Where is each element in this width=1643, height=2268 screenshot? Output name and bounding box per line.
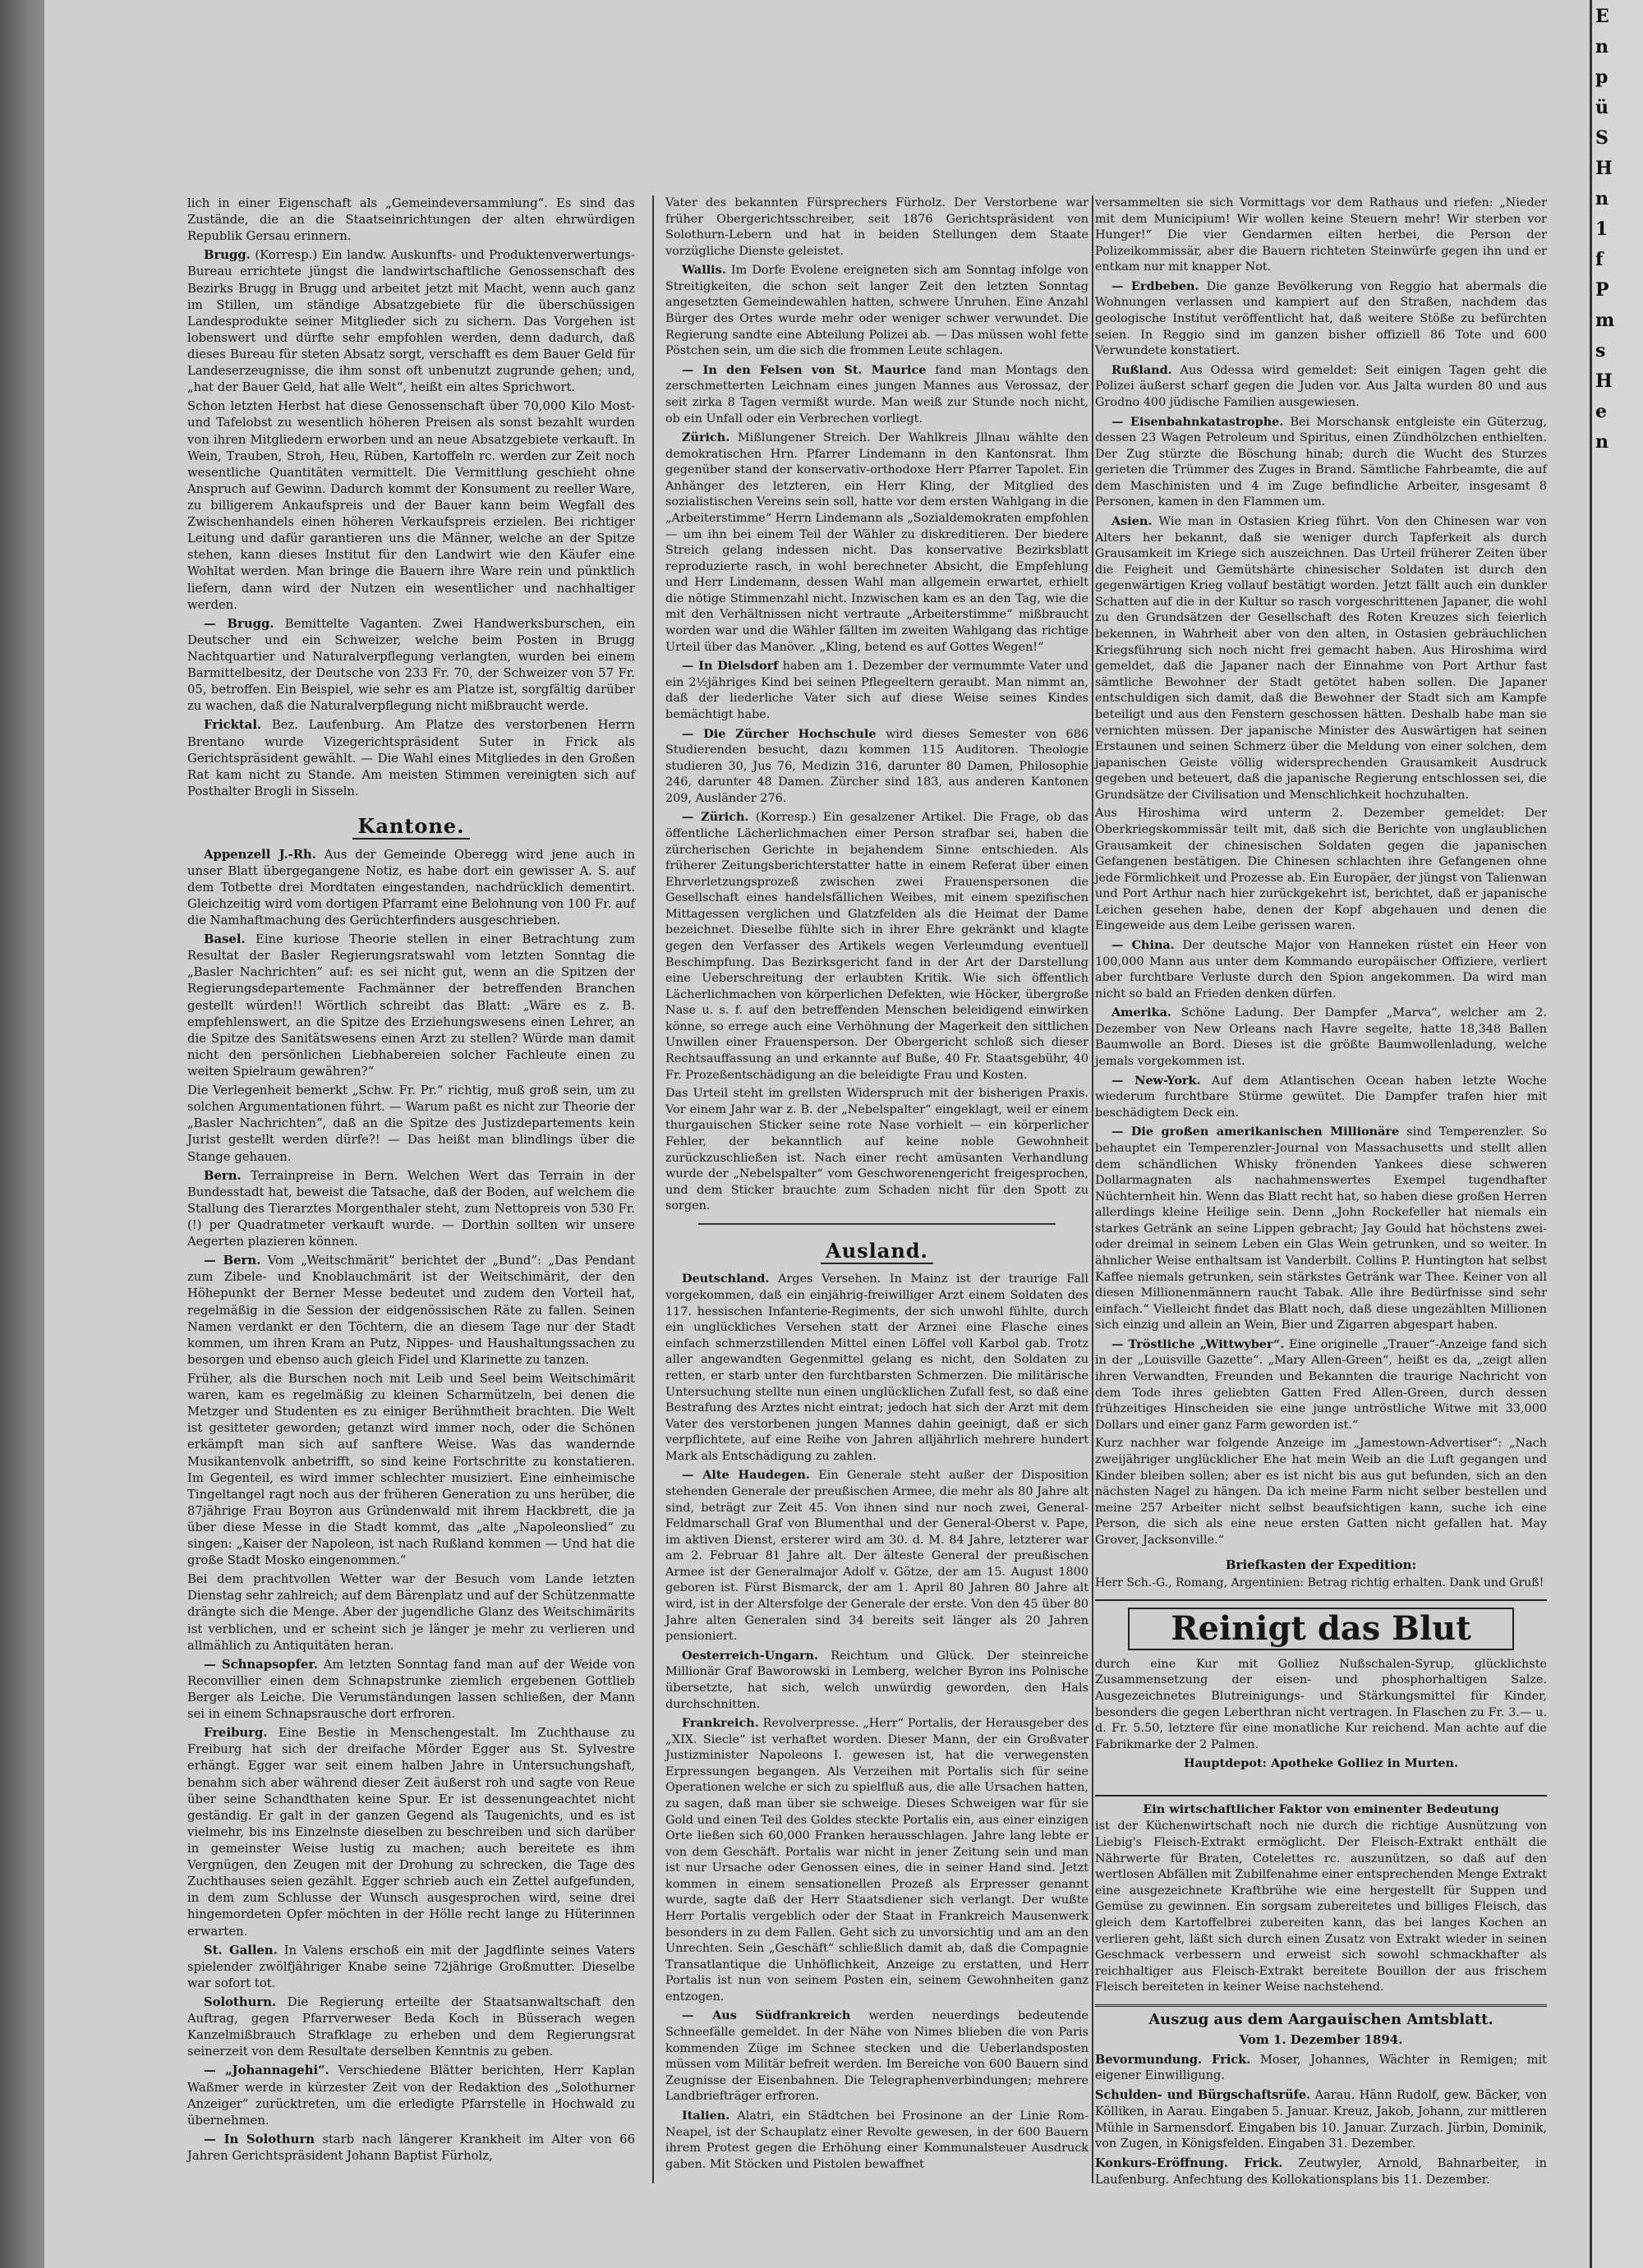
article-paragraph <box>665 430 1088 656</box>
article-dateline: — Alte Haudegen. <box>682 1468 810 1483</box>
edge-fragment: S <box>1595 127 1608 149</box>
column-1 <box>187 196 635 2167</box>
edge-fragment: n <box>1595 188 1608 209</box>
edge-fragment: s <box>1595 340 1606 361</box>
register-entry <box>1095 2155 1547 2188</box>
article-text: Kurz nachher war folgende Anzeige im „Jamestown-Advertiser“: „Nach zweijähriger unglücklicher Ehe hat mein Weib an die Luft gegangen und Kinder bleiben sollen; aber es ist nicht bis aus gut befunden, sich an den nächsten Nagel zu hängen. Da ich meine Farm nicht selber bestellen und meine 257 Arbeiter nicht selbst beaufsichtigen kann, suche ich eine Person, die sich als eine neue ersten Gatten nicht gefallen hat. May Grover, Jacksonville.“ <box>1095 1437 1547 1547</box>
article-text: Eine originelle „Trauer“-Anzeige fand sich in der „Louisville Gazette“. „Mary Allen-Green“, heißt es da, „zeigt allen ihren Verwandten, Freunden und Bekannten die traurige Nachricht von dem Tode ihres geliebten Gatten Fred Allen-Green, durch dessen frühzeitiges Hinscheiden sie eine junge untröstliche Witwe mit 33,000 Dollars und einer ganz Farm geworden ist.“ <box>1095 1337 1548 1432</box>
article-paragraph <box>187 932 635 1080</box>
article-text: wird dieses Semester von 686 Studierenden besucht, dazu kommen 115 Auditoren. Theologie studieren 30, Jus 76, Medizin 316, darunter 80 Damen, Philosophie 246, darunter 48 Damen. Zürcher sind 183, aus anderen Kantonen 209, Ausländer 276. <box>665 727 1089 805</box>
article-dateline: — In Dielsdorf <box>682 659 779 674</box>
article-text: (Korresp.) Ein landw. Auskunfts- und Produktenverwertungs-Bureau errichtete jüngst die landwirtschaftliche Genossenschaft des Bezirks Brugg in Brugg und arbeitet jetzt mit Macht, wenn auch ganz im Stillen, um ständige Absatzgebiete für die überschüssigen Landesprodukte seiner Mitglieder sich zu sichern. Das Vorgehen ist lobenswert und dürfte sehr empfohlen werden, denn dadurch, daß dieses Bureau für steten Absatz sorgt, verschafft es dem Bauer Geld für Landeserzeugnisse, die ihm sonst oft unbenutzt zugrunde gehen; und, „hat der Bauer Geld, hat alle Welt“, heißt ein altes Sprichwort. <box>187 248 635 395</box>
article-paragraph <box>665 1467 1088 1645</box>
article-text: Aus Odessa wird gemeldet: Seit einigen Tagen geht die Polizei äußerst scharf gegen die Juden vor. Aus Jalta wurden 80 und aus Grodno 400 jüdische Familien ausgewiesen. <box>1095 363 1548 409</box>
edge-fragment: m <box>1595 310 1615 331</box>
article-paragraph <box>187 196 635 245</box>
article-dateline: Oesterreich-Ungarn. <box>682 1648 819 1663</box>
article-text: Die ganze Bevölkerung von Reggio hat abermals die Wohnungen verlassen und kampiert auf den Straßen, nachdem das geologische Institut veröffentlicht hat, daß weitere Stöße zu befürchten seien. In Reggio sind im ganzen bisher offiziell 86 Tote und 600 Verwundete konstatiert. <box>1095 279 1548 358</box>
edge-fragment: n <box>1595 431 1608 453</box>
article-text: Eine kuriose Theorie stellen in einer Betrachtung zum Resultat der Basler Regierungsratswahl vom letzten Sonntag die „Basler Nachrichten“ auf: es sei nicht gut, wenn an die Spitzen der Regierungsdepartemente Fachmänner der betreffenden Branchen gestellt würden!! Wörtlich schreibt das Blatt: „Wäre es z. B. empfehlenswert, an die Spitze des Erziehungswesens einen Lehrer, an die Spitze des Sanitätswesens einen Arzt zu stellen? Würde man damit nicht den persönlichen Liebhabereien solcher Fachleute einen zu weiten Spielraum gewähren?“ <box>187 932 635 1079</box>
article-dateline: Appenzell J.-Rh. <box>204 847 316 862</box>
article-paragraph <box>665 1715 1088 2005</box>
advertisement-extract <box>1095 1780 1547 1996</box>
edge-fragment: ü <box>1595 97 1608 118</box>
register-entry <box>1095 2052 1547 2085</box>
edge-fragment: 1 <box>1595 219 1608 240</box>
article-dateline: — Tröstliche „Wittwyber“. <box>1111 1336 1285 1351</box>
article-paragraph <box>665 196 1088 260</box>
article-paragraph <box>187 1571 635 1654</box>
edge-fragment: E <box>1595 6 1609 27</box>
article-dateline: Frankreich. <box>682 1716 759 1731</box>
article-text: Im Dorfe Evolene ereigneten sich am Sonntag infolge von Streitigkeiten, die schon seit langer Zeit den letzten Sonntag angesetzten Gemeindewahlen hatten, schwere Unruhen. Eine Anzahl Bürger des Ortes wurde mehr oder weniger schwer verwundet. Die Regierung sandte eine Abteilung Polizei ab. — Das müssen wohl fette Pöstchen sein, um die sich die frommen Leute schlagen. <box>665 264 1089 358</box>
edge-fragment: H <box>1595 370 1613 392</box>
article-dateline: Italien. <box>682 2108 730 2123</box>
article-dateline: Deutschland. <box>682 1272 770 1286</box>
article-dateline: — New-York. <box>1111 1073 1201 1088</box>
article-paragraph <box>187 1725 635 1939</box>
ad2-heading: Ein wirtschaftlicher Faktor von eminenter Bedeutung <box>1095 1795 1547 1818</box>
article-text: Verschiedene Blätter berichten, Herr Kaplan Waßmer werde in kürzester Zeit von der Redaktion des „Solothurner Anzeiger“ zurücktreten, um die erledigte Pfarrstelle in Hochwald zu übernehmen. <box>187 2063 635 2128</box>
article-dateline: Brugg. <box>204 248 251 263</box>
article-paragraph <box>187 2063 635 2128</box>
article-text: Mißlungener Streich. Der Wahlkreis Jllnau wählte den demokratischen Hrn. Pfarrer Lindemann in den Kantonsrat. Ihm gegenüber stand der konservativ-orthodoxe Herr Pfarrer Tapolet. Ein Anhänger des letzteren, ein Herr Kling, der Mitglied des sozialistischen Vereins sein soll, hatte vor dem ersten Wahlgang in die „Arbeiterstimme“ Herrn Lindemann als „Sozialdemokraten empfohlen — um ihn bei einem Teil der Wähler zu diskreditieren. Der biedere Streich gelang indessen nicht. Das konservative Bezirksblatt reproduzierte rasch, in wohl berechneter Absicht, die Empfehlung und Herr Lindemann, dessen Wahl man allgemein erwartet, erhielt die nötige Stimmenzahl nicht. Inzwischen kam es an den Tag, wie die mit den Verhältnissen nicht vertraute „Arbeiterstimme“ mißbraucht worden war und die Wähler fällten im zweiten Wahlgang das richtige Urteil über das Manöver. „Kling, betend es auf Gottes Wegen!“ <box>665 431 1088 654</box>
official-register <box>1095 2004 1547 2189</box>
article-text: Arges Versehen. In Mainz ist der traurige Fall vorgekommen, daß ein einjährig-freiwilliger Arzt einem Soldaten des 117. hessischen Infanterie-Regiments, der sich unwohl fühlte, durch ein unglückliches Versehen statt der Arznei eine Flasche eines einfach schmerzstillenden Mittel einen Löffel voll Karbol gab. Trotz aller angewandten Gegenmittel gelang es nicht, den Soldaten zu retten, er starb unter den furchtbarsten Schmerzen. Die militärische Untersuchung stellte nun einen unglücklichen Zufall fest, so daß eine Bestrafung des Arztes nicht eintrat; jedoch hat sich der Arzt mit dem Vater des verstorbenen jungen Mannes dahin geeinigt, daß er sich verpflichtete, auf eine Reihe von Jahren alljährlich mehrere hundert Mark als Entschädigung zu zahlen. <box>665 1272 1088 1463</box>
article-text: Wie man in Ostasien Krieg führt. Von den Chinesen war von Alters her bekannt, daß sie weniger durch Tapferkeit als durch Grausamkeit im Kriege sich auszeichnen. Das Urteil früherer Zeiten über die Feigheit und Gemütshärte chinesischer Soldaten ist durch den gegenwärtigen Krieg vollauf bestätigt worden. Jetzt fällt auch ein dunkler Schatten auf die in der Kultur so rasch vorgeschrittenen Japaner, die wohl zu den Grundsätzen der Gesellschaft des Roten Kreuzes sich feierlich bekennen, in Wahrheit aber von den alten, in Ostasien gebräuchlichen Kriegsführung sich noch nicht frei gemacht haben. Aus Hiroshima wird gemeldet, daß die Japaner nach der Einnahme von Port Arthur fast sämtliche Bewohner der Stadt getötet haben sollen. Die Japaner entschuldigen sich damit, daß die Bewohner der Stadt sich am Kampfe beteiligt und aus den Fenstern geschossen hätten. Deshalb habe man sie vernichten müssen. Der japanische Minister des Auswärtigen hat seinen Erstaunen und seinen Schmerz über die Meldung von einer solchen, dem japanischen Geiste völlig widersprechenden Grausamkeit Ausdruck gegeben und beteuert, daß die japanische Regierung entschlossen sei, die Grundsätze der Civilisation und Menschlichkeit hochzuhalten. <box>1095 514 1547 802</box>
article-text: Terrainpreise in Bern. Welchen Wert das Terrain in der Bundesstadt hat, beweist die Tatsache, daß der Boden, auf welchem die Stallung des Tierarztes Morgenthaler steht, zum Nettopreis von 530 Fr. (!) per Quadratmeter verkauft wurde. — Dorthin sollten wir unsere Aegerten plazieren können. <box>187 1168 635 1249</box>
article-text: Eine Bestie in Menschengestalt. Im Zuchthause zu Freiburg hat sich der dreifache Mörder Egger aus St. Sylvestre erhängt. Egger war seit einem halben Jahre in Untersuchungshaft, benahm sich aber während dieser Zeit äußerst roh und sagte von Reue über seine Schandthaten keine Spur. Er ist dessenungeachtet nicht geständig. Er galt in der ganzen Gegend als Taugenichts, und es ist vielmehr, bis ins Einzelnste dieselben zu beschreiben und sich darüber in gemeinster Weise lustig zu machen; auch bereitete es ihm Vergnügen, den Zeugen mit der Drohung zu schrecken, die Tage des Zuchthauses seien gezählt. Egger schrieb auch ein Zettel aufgefunden, in dem zum Schlusse der Wunsch ausgesprochen wird, seine drei hingemordeten Opfer möchten in der Hölle recht lange zu Hüterinnen erwarten. <box>187 1726 635 1939</box>
article-dateline: — Erdbeben. <box>1111 278 1199 293</box>
article-paragraph <box>1095 362 1547 412</box>
article-text: Auf dem Atlantischen Ocean haben letzte Woche wiederum furchtbare Stürme gewütet. Die Dampfer trafen hier mit beschädigtem Deck ein. <box>1095 1074 1548 1120</box>
article-text: Schöne Ladung. Der Dampfer „Marva“, welcher am 2. Dezember von New Orleans nach Havre segelte, hatte 18,348 Ballen Baumwolle an Bord. Dieses ist die größte Baumwollenladung, welche jemals vorgekommen ist. <box>1095 1006 1547 1069</box>
register-entry-text: Aarau. Hänn Rudolf, gew. Bäcker, von Kölliken, in Aarau. Eingaben 5. Januar. Kreuz, Jakob, Johann, zur mittleren Mühle in Sarmensdorf. Eingaben bis 10. Januar. Zurzach. Jürbin, Dominik, von Zugen, in Königsfelden. Eingaben 31. Dezember. <box>1095 2089 1547 2151</box>
binding-gutter <box>0 0 44 2268</box>
article-text: Früher, als die Burschen noch mit Leib und Seel beim Weitschimärit waren, kam es regelmäßig zu kleinen Scharmützeln, bei denen die Metzger und Studenten es zu einiger Berühmtheit brachten. Die Welt ist gesitteter geworden; getanzt wird immer noch, oder die Schönen erkämpft man sich auf sanftere Weise. Was das wandernde Musikantenvolk anbetrifft, so sind keine Fortschritte zu konstatieren. Im Gegenteil, es wird immer schlechter musiziert. Eine einheimische Tingeltangel ragt noch aus der früheren Generation zu uns herüber, die 87jährige Frau Boyron aus Gründenwald mit ihrem Hackbrett, die ja über diese Messe in die Stadt kommt, das „alte „Napoleonslied“ zu singen: „Kaiser der Napoleon, ist nach Rußland kommen — Und hat die große Stadt Mosko eingenommen.“ <box>187 1371 635 1568</box>
article-text: haben am 1. Dezember der vermummte Vater und ein 2½jähriges Kind bei seinen Pflegeeltern geraubt. Man nimmt an, daß der liederliche Vater sich auf diese Weise seines Kindes bemächtigt habe. <box>665 660 1088 721</box>
article-dateline: — Schnapsopfer. <box>204 1657 318 1672</box>
article-dateline: — Brugg. <box>204 616 274 631</box>
article-paragraph <box>187 2132 635 2164</box>
register-date: Vom 1. Dezember 1894. <box>1239 2032 1403 2048</box>
article-text: Bez. Laufenburg. Am Platze des verstorbenen Herrn Brentano wurde Vizegerichtspräsident Suter in Frick als Gerichtspräsident gewählt. — Die Wahl eines Mitgliedes in den Großen Rat kam nicht zu Stande. Am meisten Stimmen vereinigten sich auf Posthalter Brogli in Sisseln. <box>187 718 635 798</box>
article-paragraph <box>187 1168 635 1251</box>
register-entry-text: Zeutwyler, Arnold, Bahnarbeiter, in Laufenburg. Anfechtung des Kollokationsplans bis 11. Dezember. <box>1095 2156 1548 2187</box>
article-text: Vater des bekannten Fürsprechers Fürholz. Der Verstorbene war früher Obergerichtsschreiber, seit 1876 Gerichtspräsident von Solothurn-Lebern und hat in beiden Stellungen dem Staate vorzügliche Dienste geleistet. <box>665 196 1088 258</box>
register-title: Auszug aus dem Aargauischen Amtsblatt. <box>1148 2010 1493 2028</box>
article-text: fand man Montags den zerschmetterten Leichnam eines jungen Mannes aus Verossaz, der seit zirka 8 Tagen vermißt wurde. Man weiß zur Stunde noch nicht, ob ein Unfall oder ein Verbrechen vorliegt. <box>665 363 1089 426</box>
article-text: starb nach längerer Krankheit im Alter von 66 Jahren Gerichtspräsident Johann Baptist Fürholz, <box>187 2132 635 2163</box>
article-paragraph <box>1095 1005 1547 1070</box>
article-paragraph <box>187 1083 635 1166</box>
article-dateline: Wallis. <box>682 263 726 278</box>
register-entry-text: Moser, Johannes, Wächter in Remigen; mit eigener Einwilligung. <box>1095 2053 1548 2083</box>
article-paragraph <box>1095 196 1547 276</box>
article-dateline: Freiburg. <box>204 1726 268 1741</box>
column-2 <box>665 196 1088 2175</box>
ad-text: durch eine Kur mit Golliez Nußschalen-Syrup, glücklichste Zusammensetzung der eisen- und phosphorhaltigen Salze. Ausgezeichnetes Blutreinigungs- und Stärkungsmittel für Kinder, besonders die gegen Leberthran nicht vertragen. In Flaschen zu Fr. 3.— u. d. Fr. 5.50, letztere für eine monatliche Kur reichend. Man achte auf die Fabrikmarke der 2 Palmen. <box>1095 1657 1547 1751</box>
edge-fragment: p <box>1595 67 1608 88</box>
article-text: Revolverpresse. „Herr“ Portalis, der Herausgeber des „XIX. Siecle“ ist verhaftet worden. Dieser Mann, der ein Großvater Justizminister Napoleons I. gewesen ist, hat die verwegensten Erpressungen begangen. Als Verzeihen mit Portalis sich für seine Operationen welche er sich zu spielfluß aus, die alle Ursachen hatten, zu sagen, daß man über sie schweige. Dieses Schweigen war für sie Gold und einen Teil des Goldes steckte Portalis ein, aus einer einzigen Orte ließen sich 60,000 Franken herausschlagen. Jahre lang lebte er von dem Geschäft. Portalis war nicht in jener Zeitung sein und man ist nur Ursache oder Genossen eines, die in seiner Hand sind. Jetzt kommen in einem sensationellen Prozeß als Erpresser genannt wurde, sagte daß der Herr Staatsdiener sich verlangt. Der wußte Herr Portalis vergeblich oder der Staat in Frankreich Mausenwerk besonders in zu dem Fallen. Geht sich zu unvorsichtig und am an den Unrechten. Sein „Geschäft“ schließlich damit ab, daß die Compagnie Transatlantique die Unhöflichkeit, Anzeige zu erstatten, und Herr Portalis ist nun von seinem Posten ein, seinem Gewohnheiten ganz entzogen. <box>665 1717 1089 2003</box>
register-entry-label: Schulden- und Bürgschaftsrüfe. <box>1095 2088 1311 2103</box>
article-dateline: — Die großen amerikanischen Millionäre <box>1111 1125 1400 1139</box>
section-heading-ausland: Ausland. <box>665 1238 1088 1265</box>
article-paragraph <box>665 1648 1088 1713</box>
article-dateline: — In den Felsen von St. Maurice <box>682 362 927 377</box>
article-paragraph <box>187 247 635 396</box>
article-dateline: — Zürich. <box>682 810 749 825</box>
article-paragraph <box>1095 806 1547 935</box>
article-text: Die Regierung erteilte der Staatsanwaltschaft den Auftrag, gegen Pfarrverweser Beda Koch in Büsserach wegen Kanzelmißbrauch Strafklage zu erheben und dem Regierungsrat seinerzeit von dem Resultate derselben Kenntnis zu geben. <box>187 1995 635 2059</box>
article-dateline: Amerika. <box>1111 1005 1171 1020</box>
adjacent-page-edge <box>1590 0 1643 2268</box>
article-paragraph <box>187 1657 635 1723</box>
article-dateline: St. Gallen. <box>204 1943 278 1957</box>
article-paragraph <box>1095 1124 1547 1334</box>
article-text: Bei Morschansk entgleiste ein Güterzug, dessen 23 Wagen Petroleum und Spiritus, einen Zündhölzchen enthielten. Der Zug stürzte die Böschung hinab; durch die Wucht des Sturzes gerieten die Trümmer des Zuges in Brand. Sämtliche Fahrbeamte, die auf dem Maschinisten und 4 im Zuge befindliche Arbeiter, insgesamt 8 Personen, kamen in den Flammen um. <box>1095 415 1547 509</box>
article-dateline: Asien. <box>1111 513 1153 528</box>
article-paragraph <box>187 1253 635 1369</box>
edge-fragment: P <box>1595 279 1609 301</box>
edge-fragment: n <box>1595 36 1608 58</box>
article-paragraph <box>187 1371 635 1569</box>
article-dateline: — Bern. <box>204 1254 261 1268</box>
article-dateline: — Eisenbahnkatastrophe. <box>1111 414 1284 429</box>
article-text: Aus Hiroshima wird unterm 2. Dezember gemeldet: Der Oberkriegskommissär teilt mit, daß sich die Berichte von unglaublichen Grausamkeit der chinesischen Soldaten gegen die japanischen Gefangenen bestätigen. Die Chinesen schlachten ihre Gefangenen ohne jede Förmlichkeit und Prozesse ab. Ein Europäer, der jüngst von Talienwan und Port Arthur nach hier zurückgekehrt ist, berichtet, daß er japanische Leichen gesehen habe, denen der Kopf abgehauen und denen die Eingeweide aus dem Leibe gerissen waren. <box>1095 807 1547 933</box>
article-paragraph <box>665 1086 1088 1215</box>
article-paragraph <box>187 616 635 715</box>
article-dateline: Rußland. <box>1111 362 1172 377</box>
edge-fragment: H <box>1595 158 1613 179</box>
article-text: Am letzten Sonntag fand man auf der Weide von Reconvillier einen dem Schnapstrunke ziemlich ergebenen Gottlieb Berger als Leiche. Die Verumständungen lassen schließen, der Mann sei in einem Schnapsrausche dort erfroren. <box>187 1657 635 1722</box>
advertisement-blood <box>1095 1599 1547 1772</box>
divider <box>698 1223 1056 1225</box>
article-text: Reichtum und Glück. Der steinreiche Millionär Graf Baworowski in Lemberg, welcher Byron ins Polnische übersetzte, hat sich, welch unwürdig geworden, den Hals durchschnitten. <box>665 1649 1088 1711</box>
article-paragraph <box>187 1943 635 1992</box>
article-text: versammelten sie sich Vormittags vor dem Rathaus und riefen: „Nieder mit dem Municipium! Wir wollen keine Steuern mehr! Wir sterben vor Hunger!“ Die vier Gendarmen eilten herbei, die Person der Polizeikommissär, aber die Bauern richteten Steinwürfe gegen ihn und er entkam nur mit knapper Not. <box>1095 196 1547 274</box>
article-dateline: Basel. <box>204 932 246 947</box>
register-entry-label: Konkurs-Eröffnung. Frick. <box>1095 2155 1283 2170</box>
article-text: Ein Generale steht außer der Disposition stehenden Generale der preußischen Armee, die mehr als 80 Jahre alt sind, beträgt zur Zeit 45. Von ihnen sind nur noch zwei, General-Feldmarschall Graf von Blumenthal und der General-Oberst v. Pape, im aktiven Dienst, ersterer wird am 30. d. M. 84 Jahre, letzterer war am 2. Februar 81 Jahre alt. Der älteste General der preußischen Armee ist der Generalmajor Adolf v. Götze, der am 15. August 1800 geboren ist. Fürst Bismarck, der am 1. April 80 Jahren 80 Jahre alt wird, ist in der Altersfolge der Generale der erste. Von den 45 über 80 Jahre alten Generalen sind 34 bereits seit länger als 20 Jahren pensioniert. <box>665 1469 1088 1644</box>
ad-depot: Hauptdepot: Apotheke Golliez in Murten. <box>1184 1756 1458 1771</box>
article-paragraph <box>665 726 1088 807</box>
article-text: Vom „Weitschmärit“ berichtet der „Bund“: „Das Pendant zum Zibele- und Knoblauchmärit ist der Weitschimärit, der den Höhepunkt der Berner Messe bedeutet und zudem den Vorteil hat, regelmäßig in die Session der eidgenössischen Räte zu fallen. Seinen Namen verdankt er den Töchtern, die an diesem Tage nur der Stadt kommen, um ihren Kram an Putz, Nippes- und Haushaltungssachen zu besorgen und ebenso auch gleich Fidel und Klarinette zu tanzen. <box>187 1254 635 1367</box>
article-text: In Valens erschoß ein mit der Jagdflinte seines Vaters spielender zwölfjähriger Knabe seine 72jährige Großmutter. Dieselbe war sofort tot. <box>187 1943 635 1990</box>
article-text: Aus der Gemeinde Oberegg wird jene auch in unser Blatt übergegangene Notiz, es habe dort ein gewisser A. S. auf dem Totbette drei Mordtaten eingestanden, nachdrücklich dementirt. Gleichzeitig wird vom dortigen Pfarramt eine Belohnung von 100 Fr. auf die Namhaftmachung des Gerüchterfinders ausgeschrieben. <box>187 847 635 927</box>
article-text: (Korresp.) Ein gesalzener Artikel. Die Frage, ob das öffentliche Lächerlichmachen einer Person strafbar sei, haben die zürcherischen Gerichte in bejahendem Sinne entschieden. Als früherer Zeitungsberichterstatter hatte in einem Referat über einen Ehrverletzungsprozeß zwischen zwei Frauenspersonen die Gesellschaft eines handelsfällichen Weibes, mit einem spezifischen Mittagessen verglichen und Glatzfelden als die Heimat der Dame bezeichnet. Dieselbe fühlte sich in ihrer Ehre gekränkt und klagte gegen den Verfasser des Artikels wegen Verleumdung eventuell Beschimpfung. Das Bezirksgericht fand in der Art der Darstellung eine Ueberschreitung der erlaubten Kritik. Wie sich öffentlich Lächerlichmachen von körperlichen Defekten, wie Höcker, übergroße Nase u. s. f. auf den betreffenden Menschen beleidigend einwirken könne, so errege auch eine Verhöhnung der Magerkeit den sittlichen Unwillen einer Frauensperson. Der Obergericht schloß sich dieser Rechtsauffassung an und erkannte auf Buße, 40 Fr. Staatsgebühr, 40 Fr. Prozeßentschädigung an die beleidigte Frau und Kosten. <box>665 811 1089 1082</box>
article-dateline: Zürich. <box>682 430 730 445</box>
article-text: Der deutsche Major von Hanneken rüstet ein Heer von 100,000 Mann aus unter dem Kommando europäischer Offiziere, verliert aber furchtbare Verluste durch den Spion angekommen. Da wird man nicht so bald an Frieden denken dürfen. <box>1095 939 1547 1001</box>
article-paragraph <box>665 362 1088 427</box>
article-paragraph <box>187 398 635 613</box>
article-paragraph <box>187 847 635 930</box>
article-dateline: Fricktal. <box>204 718 262 733</box>
register-entry <box>1095 2087 1547 2153</box>
article-dateline: Bern. <box>204 1168 242 1183</box>
article-paragraph <box>1095 1336 1547 1433</box>
article-dateline: — Aus Südfrankreich <box>682 2008 851 2023</box>
article-paragraph <box>1095 937 1547 1002</box>
edge-fragment: e <box>1595 401 1607 422</box>
article-paragraph <box>187 1994 635 2060</box>
article-paragraph <box>1095 513 1547 803</box>
edge-fragment: f <box>1595 249 1604 270</box>
mailbox-heading: Briefkasten der Expedition: <box>1225 1557 1417 1573</box>
article-dateline: — China. <box>1111 938 1175 953</box>
article-text: lich in einer Eigenschaft als „Gemeindeversammlung“. Es sind das Zustände, die an die Staatseinrichtungen der alten ehrwürdigen Republik Gersau erinnern. <box>187 196 635 244</box>
column-rule-left <box>652 196 654 2183</box>
article-text: Die Verlegenheit bemerkt „Schw. Fr. Pr.“ richtig, muß groß sein, um zu solchen Argumentationen führt. — Warum paßt es nicht zur Theorie der „Basler Nachrichten“, daß an die Spitze des Justizdepartements kein Jurist gestellt werden dürfe?! — Das heißt man blindlings über die Stange gehauen. <box>187 1083 635 1164</box>
article-text: sind Temperenzler. So behauptet ein Temperenzler-Journal von Massachusetts und stellt allen dem schändlichen Whisky frönenden Yankees diese schweren Dollarmagnaten als nachahmenswertes Exempel tugendhafter Nüchternheit hin. Wenn das Blatt recht hat, so haben diese großen Herren allerdings kleine Heilige sein. Denn „John Rockefeller hat niemals ein starkes Getränk an seine Lippen gebracht; Jay Gould hat höchstens zwei- oder dreimal in seinem Leben ein Glas Wein getrunken, und so weiter. In ähnlicher Weise enthaltsam ist Vanderbilt. Collins P. Huntington hat selbst Kaffee niemals getrunken, sein stärkstes Getränk war Thee. Keiner von all diesen Millionenmännern raucht Tabak. Alle ihre Bedürfnisse sind sehr einfach.“ Vielleicht findet das Blatt noch, daß diese ungezählten Millionen sich einzig und allein an Wein, Bier und Zigarren abgespart haben. <box>1095 1125 1547 1332</box>
article-text: Alatri, ein Städtchen bei Frosinone an der Linie Rom-Neapel, ist der Schauplatz einer Revolte gewesen, in der 600 Bauern ihrem Protest gegen die Erhöhung einer Kommunalsteuer Ausdruck gaben. Mit Stöcken und Pistolen bewaffnet <box>665 2109 1089 2171</box>
article-text: Bei dem prachtvollen Wetter war der Besuch vom Lande letzten Dienstag sehr zahlreich; auf dem Bärenplatz und auf der Schützenmatte drängte sich die Menge. Aber der jugendliche Glanz des Weitschimärits ist verblichen, und er scheint sich je länger je mehr zu verlieren und allmählich zu Antiquitäten heran. <box>187 1572 635 1653</box>
article-text: Bemittelte Vaganten. Zwei Handwerksburschen, ein Deutscher und ein Schweizer, welche beim Posten in Brugg Nachtquartier und Naturalverpflegung verlangten, wurden bei einem Barmittelbesitz, der Deutsche von 233 Fr. 70, der Schweizer von 57 Fr. 05, betroffen. Ein Beispiel, wie sehr es am Platze ist, sorgfältig darüber zu wachen, daß die Naturalverpflegung nicht mißbraucht werde. <box>187 616 635 714</box>
article-text: werden neuerdings bedeutende Schneefälle gemeldet. In der Nähe von Nimes blieben die von Paris kommenden Züge im Schnee stecken und die Ueberlandsposten müssen vom Militär befreit werden. Im Bereiche von 600 Bauern sind Zeugnisse der Eisenbahnen. Die Telegraphenverbindungen; mehrere Landbriefträger erfroren. <box>665 2009 1088 2104</box>
ad2-text: ist der Küchenwirtschaft noch nie durch die richtige Ausnützung von Liebig's Fleisch-Extrakt ermöglicht. Der Fleisch-Extrakt enthält die Nährwerte für Braten, Cotelettes rc. auszunützen, so daß auf den wertlosen Abfällen mit Zubilfenahme einer entsprechenden Menge Extrakt eine ausgezeichnete Kraftbrühe wie eine hergestellt für Suppen und Gemüse zu gewinnen. Ein sorgsam zubereitetes und billiges Fleisch, das gleich dem Kartoffelbrei zubereiten kann, das bei langes Kochen an verlieren geht, läßt sich durch einen Zusatz von Extrakt wieder in seinen Geschmack verbessern und erweist sich sowohl schmackhafter als reichhaltiger aus Fleisch-Extrakt bereitete Bouillon der aus frischem Fleisch bereiteten in keiner Weise nachstehend. <box>1095 1819 1547 1994</box>
article-dateline: — In Solothurn <box>204 2132 315 2146</box>
article-text: Schon letzten Herbst hat diese Genossenschaft über 70,000 Kilo Most- und Tafelobst zu wesentlich höheren Preisen als sonst bezahlt wurden von ihren Mitgliedern erworben und an neue Absatzgebiete verkauft. In Wein, Trauben, Stroh, Heu, Rüben, Kartoffeln rc. werden zur Zeit noch wesentliche Quantitäten vermittelt. Die Vermittlung geschieht ohne Anspruch auf Gewinn. Dadurch kommt der Konsument zu reeller Ware, zu billigerem Ankaufspreis und der Bauer kann beim Wegfall des Zwischenhandels einen höheren Verkaufspreis erzielen. Bei richtiger Leitung und dafür garantieren uns die Männer, welche an der Spitze stehen, kann dieses Institut für den Landwirt wie den Käufer eine Wohltat werden. Man bringe die Bauern ihre Ware rein und pünktlich liefern, dann wird der Nutzen ein wesentlicher und nachhaltiger werden. <box>187 399 635 612</box>
article-paragraph <box>665 262 1088 359</box>
article-dateline: — Die Zürcher Hochschule <box>682 726 877 741</box>
article-paragraph <box>665 2008 1088 2105</box>
article-paragraph <box>1095 414 1547 511</box>
section-heading-kantone: Kantone. <box>187 813 635 840</box>
article-paragraph <box>665 1271 1088 1465</box>
article-paragraph <box>187 717 635 800</box>
article-paragraph <box>1095 278 1547 360</box>
article-dateline: — „Johannagehi“. <box>204 2063 329 2078</box>
article-paragraph <box>665 809 1088 1083</box>
ad-title: Reinigt das Blut <box>1128 1608 1514 1650</box>
article-paragraph <box>665 658 1088 723</box>
register-entry-label: Bevormundung. Frick. <box>1095 2052 1251 2067</box>
article-paragraph <box>1095 1073 1547 1122</box>
column-3 <box>1095 196 1547 2191</box>
article-dateline: Solothurn. <box>204 1995 277 2009</box>
article-text: Das Urteil steht im grellsten Widerspruch mit der bisherigen Praxis. Vor einem Jahr war z. B. der „Nebelspalter“ eingeklagt, weil er einem thurgauischen Sticker seine rote Nase vorhielt — ein körperlicher Fehler, der bekanntlich auf keine noble Gewohnheit zurückzuschließen ist. Nach einer recht amüsanten Verhandlung wurde der „Nebelspalter“ vom Geschworenengericht freigesprochen, und dem Sticker brauchte zum Schaden nicht für den Spott zu sorgen. <box>665 1087 1088 1213</box>
article-paragraph <box>665 2108 1088 2173</box>
column-rule-right <box>1092 196 1093 2183</box>
mailbox-text: Herr Sch.-G., Romang, Argentinien: Betrag richtig erhalten. Dank und Gruß! <box>1095 1576 1544 1589</box>
article-paragraph <box>1095 1436 1547 1548</box>
